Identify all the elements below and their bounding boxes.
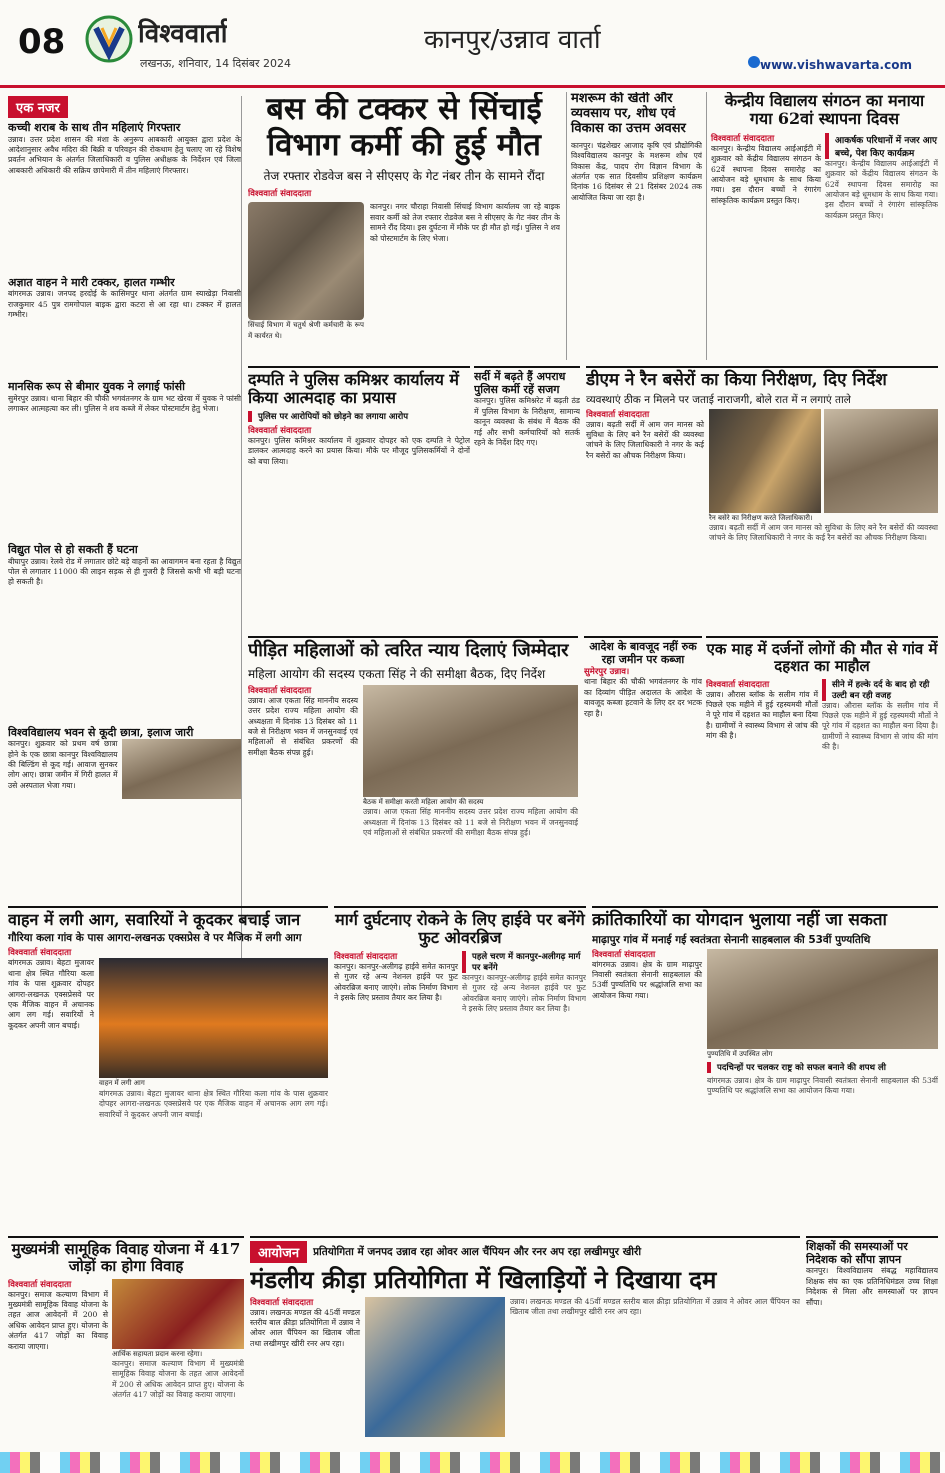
section-title: कानपुर/उन्नाव वार्ता	[424, 25, 601, 55]
brief-title: मानसिक रूप से बीमार युवक ने लगाई फांसी	[8, 380, 185, 394]
bridge-body: कानपुर। कानपुर-अलीगढ़ हाईवे समेत कानपुर से गुजर रहे अन्य नेशनल हाईवे पर फुट ओवरब्रिज बनाए जाएंगे। लोक निर्माण विभाग ने इसके लिए प्रस्ताव तैयार कर लिया है।	[334, 961, 458, 1002]
mushroom-body: कानपुर। चंद्रशेखर आजाद कृषि एवं प्रौद्योगिकी विश्वविद्यालय कानपुर के मशरूम शोध एवं विकास केंद्र, पादप रोग विज्ञान विभाग के अंतर्गत एक सात दिवसीय प्रशिक्षण कार्यक्रम दिनांक 16 दिसंबर से 21 दिसंबर 2024 तक आयोजित किया जा रहा है।	[571, 140, 702, 202]
fire-body: बांगरमऊ उन्नाव। बेहटा मुजावर थाना क्षेत्र स्थित गौरिया कला गांव के पास शुक्रवार दोपहर आगरा-लखनऊ एक्सप्रेसवे पर एक मैजिक वाहन में अचानक आग लग गई। सवारियों ने कूदकर अपनी जान बचाई।	[8, 958, 94, 1030]
kvs-story	[706, 92, 938, 360]
deaths-body: उन्नाव। औरास ब्लॉक के सलीम गांव में पिछले एक महीने में हुई रहस्यमयी मौतों ने पूरे गांव में दहशत का माहौल बना दिया है। ग्रामीणों ने स्वास्थ्य विभाग से जांच की मांग की है।	[706, 689, 818, 741]
page-number: 08	[18, 22, 66, 62]
freedom-headline: क्रांतिकारियों का योगदान भुलाया नहीं जा सकता	[592, 910, 887, 930]
mushroom-story	[566, 92, 702, 360]
brief-body: सुमेरपुर उन्नाव। थाना बिहार की चौकी भगवंतनगर के ग्राम भट खेरवा में युवक ने फांसी लगाकर आत्महत्या कर ली। पुलिस ने शव कब्जे में लेकर पोस्टमार्टम हेतु भेजा।	[8, 393, 241, 414]
brief-item	[8, 544, 241, 727]
teachers-story	[806, 1236, 938, 1450]
logo-icon	[84, 14, 134, 64]
byline: विश्ववार्ता संवाददाता	[586, 409, 650, 420]
brief-body: बीघापुर उन्नाव। रेलवे रोड में लगातार छोटे बड़े वाहनों का आवागमन बना रहता है विद्युत पोल से लगातार 11000 की लाइन सड़क से ही गुजरी है जिससे कभी भी बड़ी घटना हो सकती है।	[8, 556, 241, 587]
brief-body: बांगरमऊ उन्नाव। जनपद हरदोई के कासिमपुर थाना अंतर्गत ग्राम स्याखेड़ा निवासी राजकुमार 45 पुत्र रामगोपाल बाइक द्वारा कटरा से आ रहा था। टक्कर में हालत गम्भीर।	[8, 289, 241, 320]
wedding-story	[8, 1236, 244, 1450]
meeting-photo	[363, 685, 578, 797]
lead-body: कानपुर। नगर चौराहा निवासी सिंचाई विभाग कार्यालय जा रहे बाइक सवार कर्मी को तेज रफ्तार रोडवेज बस ने सीएसए के गेट नंबर तीन के सामने रौंद दिया। इस दुर्घटना में मौके पर ही मौत हो गई। पुलिस ने शव को पोस्टमार्टम के लिए भेजा।	[370, 202, 560, 243]
lead-photo	[248, 202, 364, 320]
wedding-headline: मुख्यमंत्री सामूहिक विवाह योजना में 417 जोड़ों का होगा विवाह	[11, 1240, 241, 1276]
women-subhead: महिला आयोग की सदस्य एकता सिंह ने की समीक्षा बैठक, दिए निर्देश	[248, 666, 546, 681]
ek-nazar-tag: एक नजर	[8, 96, 68, 118]
byline: सुमेरपुर उन्नाव।	[584, 667, 630, 678]
dampati-story	[248, 366, 470, 630]
brief-item	[8, 381, 241, 544]
women-commission-story	[248, 636, 578, 900]
color-registration-bar	[0, 1452, 945, 1473]
brief-body: उन्नाव। उत्तर प्रदेश शासन की मंशा के अनुरूप आबकारी आयुक्त द्वारा प्रदेश के आदेशानुसार अवैध मदिरा की बिक्री व परिवहन की रोकथाम हेतु चलाए जा रहे विशेष प्रवर्तन अभियान के अंतर्गत जिलाधिकारी व पुलिस अधीक्षक के निर्देशन एवं जिला आबकारी अधिकारी की सक्रिय छापेमारी में तीन महिलाएं गिरफ्तार।	[8, 134, 241, 175]
fire-body-cont: बांगरमऊ उन्नाव। बेहटा मुजावर थाना क्षेत्र स्थित गौरिया कला गांव के पास शुक्रवार दोपहर आगरा-लखनऊ एक्सप्रेसवे पर एक मैजिक वाहन में अचानक आग लग गई। सवारियों ने कूदकर अपनी जान बचाई।	[99, 1088, 328, 1119]
fire-story	[8, 906, 328, 1230]
photo-caption: पुण्यतिथि में उपस्थित लोग	[707, 1049, 773, 1058]
deaths-story	[706, 636, 938, 900]
mushroom-headline: मशरूम की खेती और व्यवसाय पर, शोध एवं विकास का उत्तम अवसर	[571, 92, 686, 136]
freedom-side-note: पदचिन्हों पर चलकर राष्ट्र को सफल बनाने की शपथ ली	[707, 1062, 938, 1073]
fire-photo	[99, 958, 328, 1078]
byline: विश्ववार्ता संवाददाता	[8, 1279, 72, 1290]
ek-nazar-column	[8, 96, 242, 1042]
dm-photo	[709, 409, 821, 513]
photo-caption: आर्थिक सहायता प्रदान करना रहेगा।	[112, 1349, 203, 1358]
women-body-cont: उन्नाव। आज एकता सिंह माननीय सदस्य उत्तर प्रदेश राज्य महिला आयोग की अध्यक्षता में दिनांक 13 दिसंबर को 11 बजे से निरीक्षण भवन में जनसुनवाई एवं महिलाओं से संबंधित प्रकरणों की समीक्षा बैठक संपन्न हुई।	[363, 807, 578, 837]
brief-title: विद्युत पोल से हो सकती हैं घटना	[8, 542, 138, 556]
freedom-body-cont: बांगरमऊ उन्नाव। क्षेत्र के ग्राम माढ़ापुर निवासी स्वतंत्रता सेनानी साहबलाल की 53वीं पुण्यतिथि पर श्रद्धांजलि सभा का आयोजन किया गया।	[707, 1075, 938, 1096]
brief-item	[8, 122, 241, 277]
sports-body: उन्नाव। लखनऊ मण्डल की 45वीं मण्डल स्तरीय बाल क्रीड़ा प्रतियोगिता में उन्नाव ने ओवर आल चैंपियन का खिताब जीता तथा लखीमपुर खीरी रनर अप रहा।	[250, 1307, 360, 1348]
bridge-story	[334, 906, 586, 1230]
dampati-headline: दम्पति ने पुलिस कमिश्नर कार्यालय में किया आत्मदाह का प्रयास	[248, 370, 459, 408]
byline: विश्ववार्ता संवाददाता	[334, 951, 398, 962]
freedom-story	[592, 906, 938, 1230]
freedom-photo	[707, 949, 938, 1049]
lead-subhead: तेज रफ्तार रोडवेज बस ने सीएसए के गेट नंबर तीन के सामने रौंदा	[263, 169, 545, 184]
kvs-headline: केन्द्रीय विद्यालय संगठन का मनाया गया 62वां स्थापना दिवस	[724, 92, 925, 129]
sports-tagline: प्रतियोगिता में जनपद उन्नाव रहा ओवर आल चैंपियन और रनर अप रहा लखीमपुर खीरी	[313, 1246, 642, 1258]
dm-photo	[824, 409, 938, 513]
byline: विश्ववार्ता संवाददाता	[250, 1297, 314, 1308]
sports-body-cont: उन्नाव। लखनऊ मण्डल की 45वीं मण्डल स्तरीय बाल क्रीड़ा प्रतियोगिता में उन्नाव ने ओवर आल चैंपियन का खिताब जीता तथा लखीमपुर खीरी रनर अप रहा।	[510, 1296, 800, 1316]
byline: विश्ववार्ता संवाददाता	[711, 133, 775, 144]
lead-story	[248, 92, 560, 360]
dampati-body: कानपुर। पुलिस कमिश्नर कार्यालय में शुक्रवार दोपहर को एक दम्पति ने पेट्रोल डालकर आत्मदाह करने का प्रयास किया। मौके पर मौजूद पुलिसकर्मियों ने दोनों को बचा लिया।	[248, 435, 470, 466]
women-headline: पीड़ित महिलाओं को त्वरित न्याय दिलाएं जिम्मेदार	[248, 640, 569, 661]
teachers-headline: शिक्षकों की समस्याओं पर निदेशक को सौंपा ज्ञापन	[806, 1240, 908, 1266]
sports-story	[250, 1236, 800, 1450]
byline: विश्ववार्ता संवाददाता	[8, 948, 72, 959]
dm-body-cont: उन्नाव। बढ़ती सर्दी में आम जन मानस को सुविधा के लिए बने रैन बसेरों की व्यवस्था जांचने के लिए जिलाधिकारी ने नगर के कई रैन बसेरों का औचक निरीक्षण किया।	[709, 522, 938, 543]
byline: विश्ववार्ता संवाददाता	[592, 949, 656, 960]
brief-item	[8, 277, 241, 382]
globe-icon	[748, 56, 760, 68]
wedding-body-cont: कानपुर। समाज कल्याण विभाग में मुख्यमंत्री सामूहिक विवाह योजना के तहत आज आवेदनों में 200 से अधिक आवेदन प्राप्त हुए। योजना के अंतर्गत 417 जोड़ों का विवाह कराया जाएगा।	[112, 1358, 244, 1400]
sports-photo	[365, 1297, 505, 1437]
brief-title: अज्ञात वाहन ने मारी टक्कर, हालत गम्भीर	[8, 275, 175, 289]
dm-body: उन्नाव। बढ़ती सर्दी में आम जन मानस को सुविधा के लिए बने रैन बसेरों की व्यवस्था जांचने के लिए जिलाधिकारी ने नगर के कई रैन बसेरों का औचक निरीक्षण किया।	[586, 419, 704, 460]
land-headline: आदेश के बावजूद नहीं रुक रहा जमीन पर कब्जा	[589, 640, 697, 666]
teachers-body: कानपुर। विश्वविद्यालय संबद्ध महाविद्यालय शिक्षक संघ का एक प्रतिनिधिमंडल उच्च शिक्षा निदेशक से मिला और समस्याओं पर ज्ञापन सौंपा।	[806, 1266, 938, 1307]
dm-subhead: व्यवस्थाएं ठीक न मिलने पर जताई नाराजगी, बोले रात में न लगाएं ताले	[586, 393, 851, 406]
brief-item	[8, 727, 241, 800]
photo-caption: वाहन में लगी आग	[99, 1079, 145, 1088]
winter-body: कानपुर। पुलिस कमिश्नरेट में बढ़ती ठंड में पुलिस विभाग के निरीक्षण, सामान्य कानून व्यवस्था के संबंध में बैठक की गई और सभी कर्मचारियों को सतर्क रहने के निर्देश दिए गए।	[474, 396, 580, 447]
photo-caption: रैन बसेरे का निरीक्षण करते जिलाधिकारी।	[709, 513, 813, 522]
brief-title: कच्ची शराब के साथ तीन महिलाएं गिरफ्तार	[8, 121, 181, 134]
bridge-side-note: पहले चरण में कानपुर-अलीगढ़ मार्ग पर बनेंगे	[462, 951, 586, 973]
sports-tag: आयोजन	[250, 1241, 307, 1263]
land-story	[584, 636, 702, 900]
dm-headline: डीएम ने रैन बसेरों का किया निरीक्षण, दिए निर्देश	[586, 370, 887, 390]
kvs-side-note: आकर्षक परिधानों में नजर आए बच्चे, पेश किए कार्यक्रम	[825, 133, 938, 159]
bridge-body-cont: कानपुर। कानपुर-अलीगढ़ हाईवे समेत कानपुर से गुजर रहे अन्य नेशनल हाईवे पर फुट ओवरब्रिज बनाए जाएंगे। लोक निर्माण विभाग ने इसके लिए प्रस्ताव तैयार कर लिया है।	[462, 972, 586, 1013]
winter-headline: सर्दी में बढ़ते हैं अपराध पुलिस कर्मी रहें सजग	[474, 370, 566, 396]
byline: विश्ववार्ता संवाददाता	[706, 679, 770, 690]
dampati-side-note: पुलिस पर आरोपियों को छोड़ने का लगाया आरोप	[248, 411, 470, 422]
byline: विश्ववार्ता संवाददाता	[248, 425, 312, 436]
sports-headline: मंडलीय क्रीड़ा प्रतियोगिता में खिलाड़ियों ने दिखाया दम	[250, 1265, 717, 1294]
wedding-photo	[112, 1279, 244, 1349]
fire-headline: वाहन में लगी आग, सवारियों ने कूदकर बचाई जान	[8, 910, 301, 929]
student-photo	[122, 739, 241, 799]
bridge-headline: मार्ग दुर्घटनाए रोकने के लिए हाईवे पर बनेंगे फुट ओवरब्रिज	[335, 910, 585, 948]
brief-title: विश्वविद्यालय भवन से कूदी छात्रा, इलाज जारी	[8, 725, 194, 739]
freedom-subhead: माढ़ापुर गांव में मनाई गई स्वतंत्रता सेनानी साहबलाल की 53वीं पुण्यतिथि	[592, 933, 871, 946]
deaths-body-cont: उन्नाव। औरास ब्लॉक के सलीम गांव में पिछले एक महीने में हुई रहस्यमयी मौतों ने पूरे गांव में दहशत का माहौल बना दिया है। ग्रामीणों ने स्वास्थ्य विभाग से जांच की मांग की है।	[822, 700, 938, 752]
brief-body: कानपुर। शुक्रवार को प्रथम वर्ष छात्रा होने के एक छात्रा कानपुर विश्वविद्यालय की बिल्डिंग से कूद गई। आवाज सुनकर लोग आए। छात्रा जमीन में गिरी हालत में उसे अस्पताल भेजा गया।	[8, 739, 118, 790]
dm-visit-story	[586, 366, 938, 630]
paper-name: विश्ववार्ता	[138, 19, 228, 49]
byline: विश्ववार्ता संवाददाता	[248, 189, 312, 200]
winter-crime-story	[474, 366, 580, 630]
land-body: थाना बिहार की चौकी भगवंतनगर के गांव का दिव्यांग पीड़ित अदालत के आदेश के बावजूद कब्जा हटवाने के लिए दर दर भटक रहा है।	[584, 677, 702, 718]
photo-caption: सिंचाई विभाग में चतुर्थ श्रेणी कर्मचारी के रूप में कार्यरत थे।	[248, 321, 364, 340]
kvs-body: कानपुर। केन्द्रीय विद्यालय आईआईटी में शुक्रवार को केंद्रीय विद्यालय संगठन के 62वें स्थापना दिवस समारोह का आयोजन बड़े धूमधाम के साथ किया गया। इस दौरान बच्चों ने रंगारंग सांस्कृतिक कार्यक्रम प्रस्तुत किए।	[711, 143, 821, 205]
dateline: लखनऊ, शनिवार, 14 दिसंबर 2024	[140, 57, 291, 70]
deaths-headline: एक माह में दर्जनों लोगों की मौत से गांव में दहशत का माहौल	[706, 640, 938, 676]
website-link[interactable]: www.vishwavarta.com	[760, 58, 912, 72]
women-body: उन्नाव। आज एकता सिंह माननीय सदस्य उत्तर प्रदेश राज्य महिला आयोग की अध्यक्षता में दिनांक 13 दिसंबर को 11 बजे से निरीक्षण भवन में जनसुनवाई एवं महिलाओं से संबंधित प्रकरणों की समीक्षा बैठक संपन्न हुई।	[248, 695, 358, 757]
deaths-side-note: सीने में हल्के दर्द के बाद हो रही उल्टी बन रही वजह	[822, 679, 938, 701]
wedding-body: कानपुर। समाज कल्याण विभाग में मुख्यमंत्री सामूहिक विवाह योजना के तहत आज आवेदनों में 200 से अधिक आवेदन प्राप्त हुए। योजना के अंतर्गत 417 जोड़ों का विवाह कराया जाएगा।	[8, 1289, 108, 1351]
byline: विश्ववार्ता संवाददाता	[248, 685, 312, 696]
kvs-body-cont: कानपुर। केन्द्रीय विद्यालय आईआईटी में शुक्रवार को केंद्रीय विद्यालय संगठन के 62वें स्थापना दिवस समारोह का आयोजन बड़े धूमधाम के साथ किया गया। इस दौरान बच्चों ने रंगारंग सांस्कृतिक कार्यक्रम प्रस्तुत किए।	[825, 158, 938, 220]
photo-caption: बैठक में समीक्षा करती महिला आयोग की सदस्य	[363, 797, 484, 806]
fire-subhead: गौरिया कला गांव के पास आगरा-लखनऊ एक्सप्रेस वे पर मैजिक में लगी आग	[8, 932, 302, 945]
lead-headline: बस की टक्कर से सिंचाई विभाग कर्मी की हुई मौत	[266, 92, 542, 163]
freedom-body: बांगरमऊ उन्नाव। क्षेत्र के ग्राम माढ़ापुर निवासी स्वतंत्रता सेनानी साहबलाल की 53वीं पुण्यतिथि पर श्रद्धांजलि सभा का आयोजन किया गया।	[592, 959, 702, 1000]
